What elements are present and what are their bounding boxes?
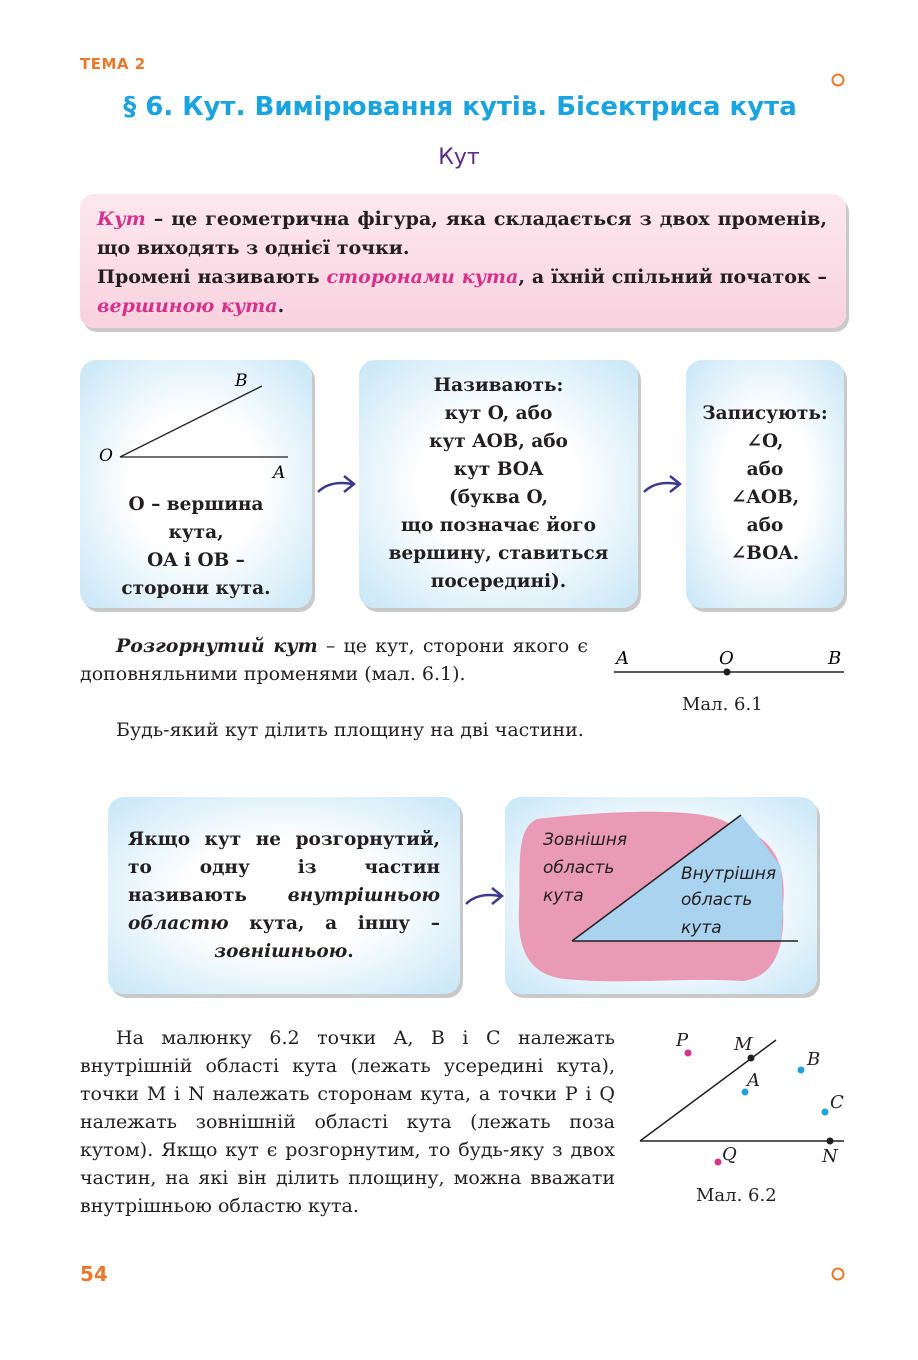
topic-label: ТЕМА 2	[80, 55, 146, 73]
figure-6-1	[608, 640, 848, 685]
arrow-icon	[638, 466, 686, 506]
plane-division-text: Будь-який кут ділить площину на дві частини.	[116, 719, 584, 741]
point-m	[748, 1055, 755, 1062]
label-b: B	[235, 371, 248, 391]
footer-rule	[0, 1260, 918, 1290]
svg-text:O: O	[719, 648, 734, 669]
svg-text:A: A	[616, 648, 629, 669]
term-sides: сторонами кута	[326, 266, 519, 288]
svg-text:A: A	[747, 1070, 760, 1091]
page-title: § 6. Кут. Вимірювання кутів. Бісектриса кута	[123, 92, 797, 122]
arrow-icon	[312, 466, 360, 506]
page-number: 54	[80, 1262, 108, 1286]
term-angle: Кут	[97, 208, 146, 230]
svg-text:C: C	[830, 1092, 844, 1113]
point-n	[827, 1138, 834, 1145]
naming-text: Називають: кут O, або кут AOB, або кут BOA (буква O, що позначає його вершину, ставиться посередині).	[388, 375, 609, 592]
term-outer-region: зовнішньою	[214, 941, 348, 962]
figure-6-1-caption: Мал. 6.1	[682, 694, 763, 715]
svg-text:M: M	[734, 1034, 753, 1055]
regions-definition-text: Якщо кут не розгорнутий, то одну із частин називають внутрішньою областю кута, а іншу – зовнішньою.	[128, 829, 440, 962]
point-q	[715, 1159, 722, 1166]
svg-text:Q: Q	[722, 1144, 737, 1165]
figure-6-2-caption: Мал. 6.2	[696, 1185, 777, 1206]
term-inner-region: внутрішньою областю	[128, 885, 440, 934]
point-b	[798, 1067, 805, 1074]
svg-text:P: P	[676, 1030, 689, 1051]
figure-6-2-explanation: На малюнку 6.2 точки A, B і C належать внутрішній області кута (лежать усередині кута), точки M і N належать сторонам кута, а точки P і Q належать зовнішній області кута (лежать поза кутом). Якщо кут є розгорнутим, то будь-яку з двох частин, на які він ділить площину, можна вважати внутрішньою областю кута.	[80, 1027, 615, 1217]
svg-text:N: N	[822, 1146, 838, 1167]
arrow-icon	[460, 878, 508, 918]
label-o: O	[99, 446, 113, 466]
label-a: A	[273, 463, 286, 480]
header-rule	[0, 0, 918, 100]
notation-text: Записують: ∠O, або ∠AOB, або ∠BOA.	[702, 403, 828, 564]
angle-figure-caption: O – вершина кута, OA і OB – сторони кута.	[121, 494, 271, 599]
svg-text:B: B	[807, 1049, 821, 1070]
regions-figure	[505, 797, 817, 994]
term-straight-angle: Розгорнутий кут	[116, 635, 318, 657]
term-vertex: вершиною кута	[97, 295, 278, 317]
straight-angle-definition: Розгорнутий кут – це кут, сторони якого є доповняльними променями (мал. 6.1).	[80, 635, 588, 685]
angle-aob-figure	[80, 360, 312, 480]
svg-text:Внутрішня область кута: Внутрішня область кута	[681, 864, 777, 938]
section-subtitle: Кут	[438, 145, 480, 170]
figure-6-2	[630, 1020, 855, 1170]
svg-text:Зовнішня область кута: Зовнішня область кута	[543, 830, 628, 906]
point-c	[822, 1109, 829, 1116]
svg-text:B: B	[828, 648, 842, 669]
definition-text: Кут – це геометрична фігура, яка складається з двох променів, що виходять з однієї точки. Промені називають сторонами кута, а їхній спільний початок – вершиною кута.	[97, 208, 827, 317]
